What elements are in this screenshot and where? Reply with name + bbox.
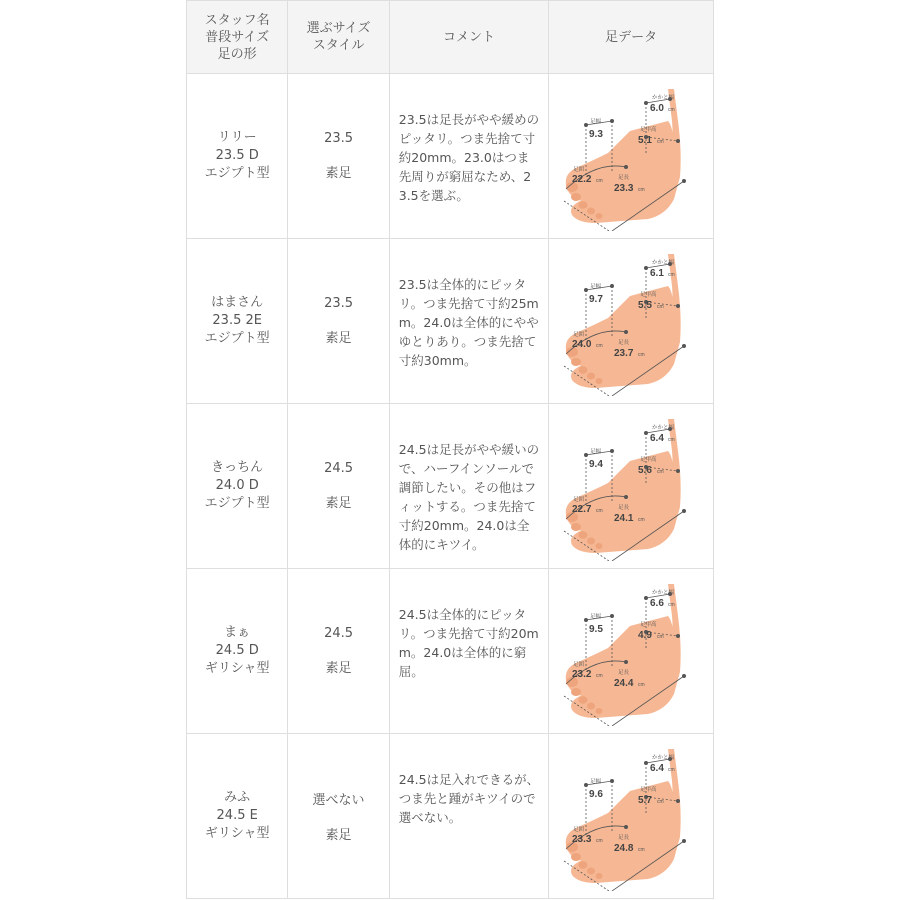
comment-cell — [389, 404, 549, 569]
girth-unit: cm — [596, 673, 603, 679]
instep-value: 5.1 — [638, 135, 653, 146]
style-value: 素足 — [325, 331, 352, 346]
staff-name: リリー — [217, 130, 257, 145]
heel-unit: cm — [668, 272, 675, 278]
heel-value: 6.6 — [650, 598, 665, 609]
chosen-size: 23.5 — [324, 131, 354, 146]
girth-value: 22.7 — [572, 504, 592, 515]
staff-cell — [187, 74, 288, 239]
header-staff-name: スタッフ名 — [204, 12, 270, 28]
table-header-row — [187, 1, 714, 74]
chosen-size: 選べない — [312, 793, 365, 808]
girth-label: 足囲 — [573, 662, 585, 668]
heel-label: かかと幅 — [652, 425, 675, 431]
width-label: 足幅 — [590, 614, 602, 620]
table-row — [187, 734, 714, 899]
width-value: 9.7 — [589, 294, 604, 305]
girth-value: 23.2 — [572, 669, 592, 680]
table-row — [187, 239, 714, 404]
instep-value: 4.9 — [638, 630, 653, 641]
instep-unit: cm — [657, 634, 664, 640]
comment-text: 23.5は足長がやや緩めのピッタリ。つま先捨て寸約20mm。23.0はつま先周りが窮屈なため、23.5を選ぶ。 — [398, 112, 540, 203]
length-label: 足長 — [618, 835, 630, 841]
usual-size: 24.5 E — [216, 808, 258, 823]
style-value: 素足 — [325, 661, 352, 676]
foot-diagram — [556, 576, 706, 726]
instep-unit: cm — [657, 304, 664, 310]
foot-shape: ギリシャ型 — [204, 826, 270, 841]
staff-cell — [187, 569, 288, 734]
instep-unit: cm — [657, 469, 664, 475]
usual-size: 24.5 D — [215, 643, 259, 658]
length-value: 23.3 — [614, 183, 634, 194]
staff-cell — [187, 239, 288, 404]
chosen-size: 24.5 — [324, 626, 354, 641]
style-cell — [288, 74, 389, 239]
header-comment — [389, 1, 549, 74]
length-label: 足長 — [618, 175, 630, 181]
table-row — [187, 74, 714, 239]
length-unit: cm — [638, 847, 645, 853]
staff-name: はまさん — [211, 295, 264, 310]
width-value: 9.3 — [589, 129, 604, 140]
length-value: 24.8 — [614, 843, 634, 854]
staff-cell — [187, 734, 288, 899]
foot-data-cell — [549, 404, 714, 569]
header-style — [288, 1, 389, 74]
length-label: 足長 — [618, 505, 630, 511]
usual-size: 23.5 2E — [212, 313, 262, 328]
comment-text: 24.5は足長がやや緩いので、ハーフインソールで調節したい。その他はフィットする。つま先捨て寸約20mm。24.0は全体的にキツイ。 — [398, 442, 540, 552]
comment-text: 24.5は足入れできるが、つま先と踵がキツイので選べない。 — [398, 772, 540, 825]
instep-value: 5.5 — [638, 300, 653, 311]
foot-shape: エジプト型 — [204, 166, 270, 181]
width-label: 足幅 — [590, 779, 602, 785]
girth-unit: cm — [596, 838, 603, 844]
width-value: 9.5 — [589, 624, 604, 635]
length-unit: cm — [638, 682, 645, 688]
comment-cell — [389, 74, 549, 239]
usual-size: 23.5 D — [215, 148, 259, 163]
chosen-size: 23.5 — [324, 296, 354, 311]
instep-label: 足甲高 — [640, 457, 657, 463]
girth-value: 22.2 — [572, 174, 592, 185]
girth-unit: cm — [596, 178, 603, 184]
staff-name: きっちん — [211, 460, 264, 475]
foot-shape: ギリシャ型 — [204, 661, 270, 676]
header-style-label: スタイル — [312, 38, 365, 53]
instep-label: 足甲高 — [640, 622, 657, 628]
style-cell — [288, 404, 389, 569]
girth-label: 足囲 — [573, 332, 585, 338]
foot-diagram — [556, 246, 706, 396]
width-label: 足幅 — [590, 119, 602, 125]
heel-label: かかと幅 — [652, 95, 675, 101]
comment-cell — [389, 239, 549, 404]
heel-value: 6.4 — [650, 433, 665, 444]
width-value: 9.6 — [589, 789, 604, 800]
instep-unit: cm — [657, 139, 664, 145]
girth-label: 足囲 — [573, 167, 585, 173]
foot-shape: エジプト型 — [204, 496, 270, 511]
instep-unit: cm — [657, 799, 664, 805]
header-staff — [187, 1, 288, 74]
comment-text: 23.5は全体的にピッタリ。つま先捨て寸約25mm。24.0は全体的にややゆとりあり。つま先捨て寸約30mm。 — [398, 277, 539, 368]
table-row — [187, 569, 714, 734]
staff-name: まぁ — [224, 625, 251, 640]
usual-size: 24.0 D — [215, 478, 259, 493]
width-label: 足幅 — [590, 449, 602, 455]
girth-label: 足囲 — [573, 497, 585, 503]
style-value: 素足 — [325, 828, 352, 843]
comment-cell — [389, 569, 549, 734]
style-value: 素足 — [325, 166, 352, 181]
instep-value: 5.7 — [638, 795, 653, 806]
style-cell — [288, 239, 389, 404]
foot-data-cell — [549, 74, 714, 239]
header-chosen-size: 選ぶサイズ — [306, 21, 371, 36]
foot-shape: エジプト型 — [204, 331, 270, 346]
girth-unit: cm — [596, 508, 603, 514]
heel-value: 6.0 — [650, 103, 665, 114]
foot-data-cell — [549, 569, 714, 734]
girth-label: 足囲 — [573, 827, 585, 833]
header-comment-label: コメント — [443, 29, 496, 45]
chosen-size: 24.5 — [324, 461, 354, 476]
girth-unit: cm — [596, 343, 603, 349]
header-foot-data-label: 足データ — [605, 29, 658, 45]
instep-value: 5.6 — [638, 465, 653, 476]
staff-size-table — [186, 0, 714, 899]
width-label: 足幅 — [590, 284, 602, 290]
length-value: 24.1 — [614, 513, 634, 524]
heel-label: かかと幅 — [652, 755, 675, 761]
instep-label: 足甲高 — [640, 127, 657, 133]
heel-value: 6.4 — [650, 763, 665, 774]
heel-label: かかと幅 — [652, 590, 675, 596]
header-data — [549, 1, 714, 74]
header-usual-size: 普段サイズ — [205, 29, 270, 45]
foot-data-cell — [549, 239, 714, 404]
heel-label: かかと幅 — [652, 260, 675, 266]
comment-text: 24.5は全体的にピッタリ。つま先捨て寸約20mm。24.0は全体的に窮屈。 — [398, 607, 539, 679]
girth-value: 23.3 — [572, 834, 592, 845]
foot-diagram — [556, 741, 706, 891]
length-value: 23.7 — [614, 348, 634, 359]
foot-diagram — [556, 411, 706, 561]
heel-unit: cm — [668, 107, 675, 113]
length-label: 足長 — [618, 340, 630, 346]
heel-unit: cm — [668, 437, 675, 443]
table-row — [187, 404, 714, 569]
style-cell — [288, 569, 389, 734]
heel-unit: cm — [668, 767, 675, 773]
length-unit: cm — [638, 187, 645, 193]
staff-cell — [187, 404, 288, 569]
length-value: 24.4 — [614, 678, 634, 689]
style-cell — [288, 734, 389, 899]
heel-value: 6.1 — [650, 268, 665, 279]
girth-value: 24.0 — [572, 339, 592, 350]
instep-label: 足甲高 — [640, 787, 657, 793]
foot-data-cell — [549, 734, 714, 899]
comment-cell — [389, 734, 549, 899]
length-unit: cm — [638, 352, 645, 358]
staff-name: みふ — [224, 790, 251, 805]
width-value: 9.4 — [589, 459, 604, 470]
foot-diagram — [556, 81, 706, 231]
header-foot-shape: 足の形 — [217, 46, 257, 62]
length-unit: cm — [638, 517, 645, 523]
heel-unit: cm — [668, 602, 675, 608]
instep-label: 足甲高 — [640, 292, 657, 298]
length-label: 足長 — [618, 670, 630, 676]
style-value: 素足 — [325, 496, 352, 511]
